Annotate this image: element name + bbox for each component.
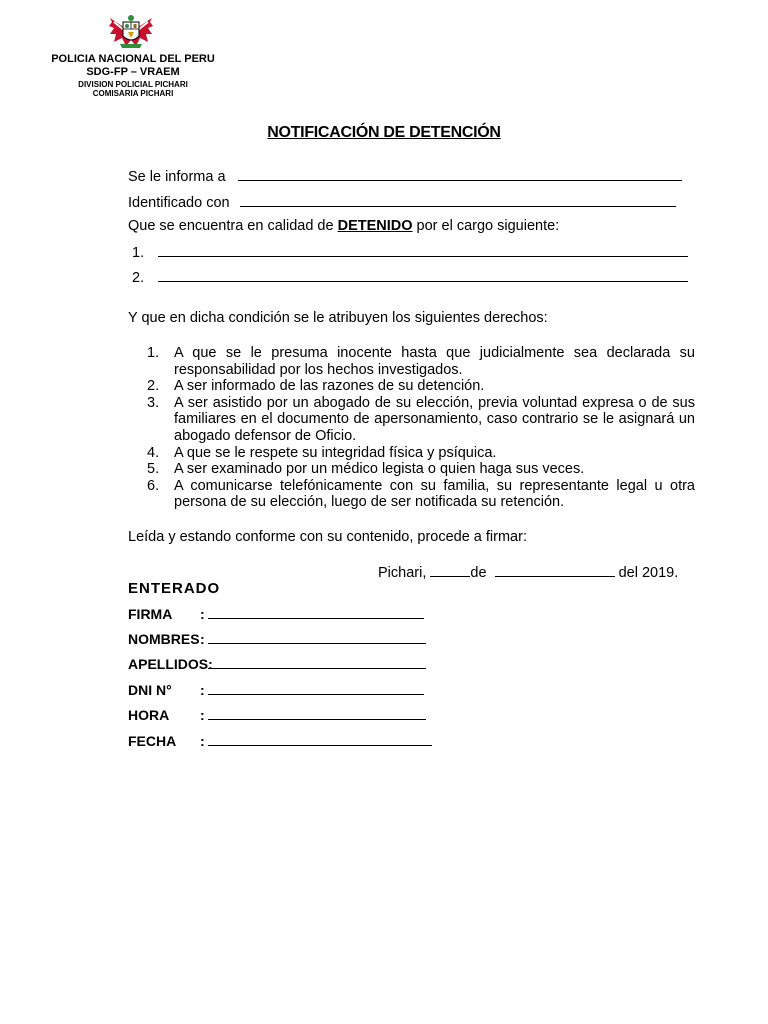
fecha-blank[interactable] (208, 733, 432, 746)
right-text: A que se le respete su integridad física y psíquica. (174, 444, 497, 461)
right-number: 3. (147, 394, 160, 411)
apellidos-blank[interactable] (208, 656, 426, 669)
nombres-blank[interactable] (208, 631, 426, 644)
rights-intro: Y que en dicha condición se le atribuyen los siguientes derechos: (128, 310, 548, 326)
dni-blank[interactable] (208, 682, 424, 695)
division-name: DIVISION POLICIAL PICHARI (78, 80, 188, 89)
read-conform: Leída y estando conforme con su contenido, procede a firmar: (128, 529, 527, 545)
right-number: 4. (147, 444, 160, 461)
detained-post: por el cargo siguiente: (412, 218, 560, 234)
date-de: de (470, 565, 487, 581)
right-text: A ser asistido por un abogado de su elección, previa voluntad expresa o de sus familiares en el documento de apersonamiento, caso contrario se le asignará un abogado defensor de Oficio. (174, 394, 695, 444)
date-row (378, 563, 678, 581)
right-text: A que se le presuma inocente hasta que judicialmente sea declarada su responsabilidad por los hechos investigados. (174, 345, 695, 378)
field-label: APELLIDOS: (128, 656, 213, 672)
enterado-heading: ENTERADO (128, 580, 221, 597)
org-name: POLICIA NACIONAL DEL PERU (51, 53, 215, 65)
right-number: 2. (147, 378, 160, 395)
right-text: A comunicarse telefónicamente con su familia, su representante legal u otra persona de su elección, luego de ser notificada su retención. (174, 477, 695, 511)
right-number: 5. (147, 461, 160, 478)
field-fecha (128, 733, 432, 749)
field-dni (128, 682, 424, 698)
charge-number-2: 2. (132, 270, 145, 286)
field-hora (128, 707, 426, 723)
unit-name: SDG-FP – VRAEM (86, 66, 180, 78)
detained-word: DETENIDO (337, 218, 413, 234)
peru-coat-of-arms-icon (106, 12, 156, 52)
field-label: FECHA (128, 733, 177, 749)
field-label: NOMBRES (128, 631, 200, 647)
detained-pre: Que se encuentra en calidad de (128, 218, 338, 234)
field-label: FIRMA (128, 606, 173, 622)
list-item (147, 345, 695, 378)
field-nombres (128, 631, 426, 647)
firma-blank[interactable] (208, 606, 424, 619)
charge-blank-1[interactable] (158, 243, 688, 257)
right-number: 6. (147, 477, 160, 494)
list-item (147, 445, 695, 462)
right-text: A ser examinado por un médico legista o quien haga sus veces. (174, 461, 585, 478)
field-colon: : (200, 631, 205, 647)
informed-row (128, 167, 682, 185)
field-label: HORA (128, 707, 170, 723)
field-label: DNI N° (128, 682, 172, 698)
detained-row (128, 218, 559, 234)
identified-blank[interactable] (240, 193, 676, 207)
informed-label: Se le informa a (128, 169, 226, 185)
charge-row-1 (132, 243, 688, 261)
page-title: NOTIFICACIÓN DE DETENCIÓN (267, 124, 501, 141)
field-firma (128, 606, 424, 622)
hora-blank[interactable] (208, 707, 426, 720)
field-colon: : (200, 606, 205, 622)
identified-label: Identificado con (128, 195, 230, 211)
station-name: COMISARIA PICHARI (92, 89, 174, 98)
list-item (147, 395, 695, 445)
charge-number-1: 1. (132, 245, 145, 261)
field-colon: : (200, 682, 205, 698)
date-place: Pichari, (378, 565, 427, 581)
right-text: A ser informado de las razones de su detención. (174, 378, 485, 395)
list-item (147, 461, 695, 478)
identified-row (128, 193, 676, 211)
right-number: 1. (147, 345, 160, 361)
charge-row-2 (132, 268, 688, 286)
date-year: del 2019. (618, 565, 679, 581)
field-colon: : (200, 707, 205, 723)
field-colon: : (200, 733, 205, 749)
date-month-blank[interactable] (495, 563, 615, 577)
charge-blank-2[interactable] (158, 268, 688, 282)
list-item (147, 478, 695, 511)
informed-blank[interactable] (238, 167, 682, 181)
date-day-blank[interactable] (430, 563, 470, 577)
rights-list (147, 345, 695, 511)
field-apellidos (128, 656, 426, 672)
list-item (147, 378, 695, 395)
